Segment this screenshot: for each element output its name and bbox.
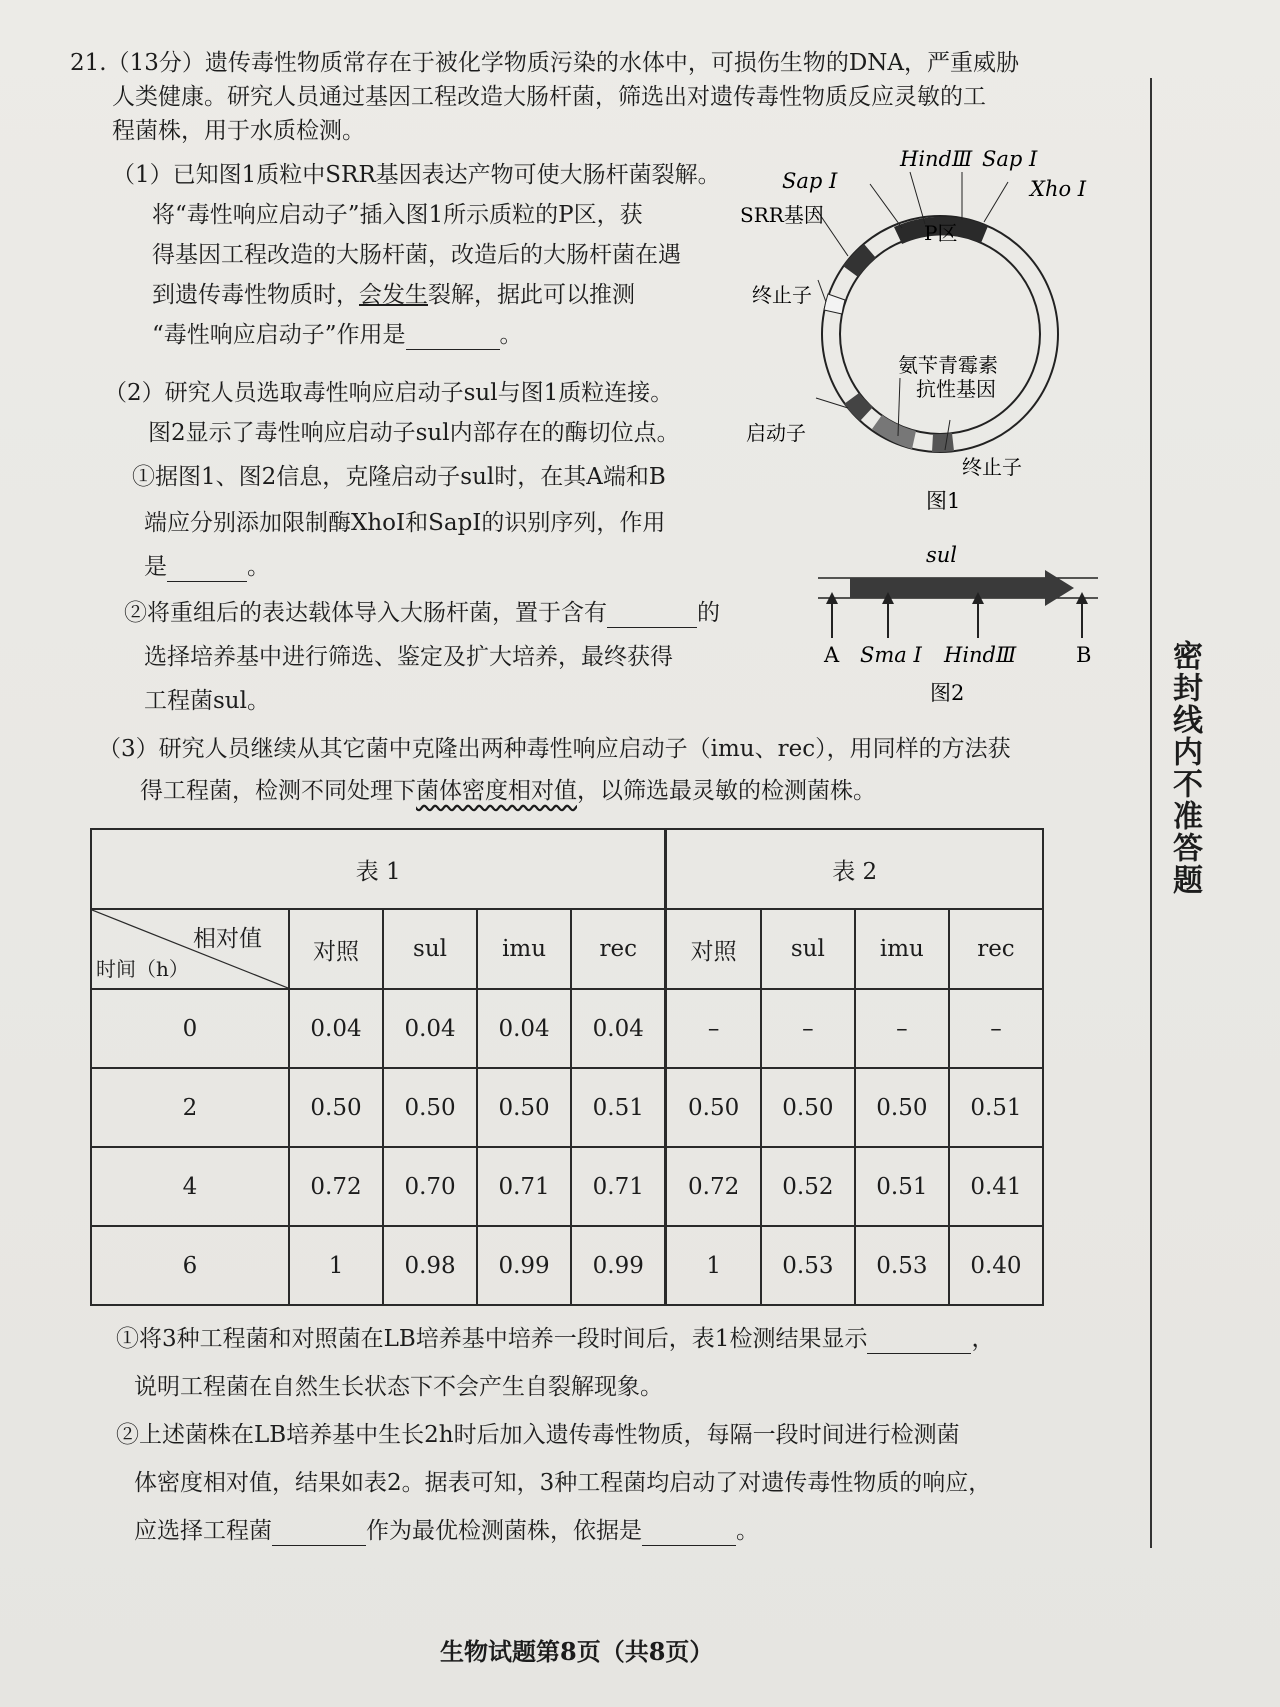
after-q2-line-2: 体密度相对值，结果如表2。据表可知，3种工程菌均启动了对遗传毒性物质的响应，: [134, 1470, 992, 1496]
seal-line: [1150, 78, 1152, 1548]
terminator-left-leader: [818, 280, 826, 302]
after-q2-line-3: [134, 1516, 759, 1546]
table-cell: 0.50: [383, 1068, 477, 1147]
part2-q1-answer-blank[interactable]: [167, 555, 247, 582]
part2-line-4: 端应分别添加限制酶XhoⅠ和SapⅠ的识别序列，作用: [144, 510, 666, 536]
figure-2-caption: 图2: [930, 681, 965, 705]
part3-highlighted-phrase: 菌体密度相对值: [416, 778, 577, 804]
table-cell: 0.04: [571, 989, 666, 1068]
corner-label-value: 相对值: [193, 926, 262, 952]
figure-1-caption: 图1: [926, 489, 961, 510]
terminator-bottom-segment: [932, 433, 954, 452]
table-cell: 1: [289, 1226, 383, 1305]
sul-arrow: [850, 570, 1074, 606]
table-cell: 0.50: [855, 1068, 949, 1147]
label-terminator-bottom: 终止子: [962, 455, 1022, 479]
table-corner-cell: [91, 909, 289, 989]
after-q2-text-c: 。: [736, 1518, 759, 1544]
table-cell: 0.50: [477, 1068, 571, 1147]
promoter-segment: [844, 393, 873, 421]
part3-line-2a: 得工程菌，检测不同处理下: [140, 778, 416, 804]
table-cell: 0.41: [949, 1147, 1043, 1226]
table-row: [91, 989, 1043, 1068]
after-q2-text-a: 应选择工程菌: [134, 1518, 272, 1544]
after-q1-answer-blank[interactable]: [867, 1327, 971, 1354]
table-title-row: [91, 829, 1043, 909]
table-cell: 0.50: [761, 1068, 855, 1147]
srr-gene-segment: [843, 244, 876, 277]
part1-line-2: 将“毒性响应启动子”插入图1所示质粒的P区，获: [152, 202, 643, 228]
table-header-row: [91, 909, 1043, 989]
label-sap-right: Sap Ⅰ: [982, 150, 1038, 171]
part2-line-6a: ②将重组后的表达载体导入大肠杆菌，置于含有: [124, 600, 607, 626]
question-line-1: 21.（13分）遗传毒性物质常存在于被化学物质污染的水体中，可损伤生物的DNA，严重威胁: [70, 50, 1020, 76]
after-q2-text-b: 作为最优检测菌株，依据是: [366, 1518, 642, 1544]
label-sma: Sma Ⅰ: [860, 643, 922, 667]
label-fig2-hind: HindⅢ: [944, 643, 1017, 667]
table-row: [91, 1226, 1043, 1305]
table-cell: 0.51: [571, 1068, 666, 1147]
table-cell: 0.04: [289, 989, 383, 1068]
part2-line-7: 选择培养基中进行筛选、鉴定及扩大培养，最终获得: [144, 644, 673, 670]
part2-line-5b: 。: [247, 554, 270, 580]
label-sul: sul: [926, 543, 958, 567]
t2-header-imu: imu: [855, 909, 949, 989]
part2-line-3: ①据图1、图2信息，克隆启动子sul时，在其A端和B: [132, 464, 666, 490]
table-cell: 0.72: [289, 1147, 383, 1226]
table-cell: 0.51: [949, 1068, 1043, 1147]
table-1-title: 表 1: [91, 829, 666, 909]
t1-header-control: 对照: [289, 909, 383, 989]
part1-line-4a: 到遗传毒性物质时，: [152, 282, 359, 308]
after-q2-reason-blank[interactable]: [642, 1519, 736, 1546]
t2-header-sul: sul: [761, 909, 855, 989]
table-cell: 0.50: [289, 1068, 383, 1147]
table-cell: –: [949, 989, 1043, 1068]
after-q1-comma: ，: [971, 1326, 995, 1352]
table-cell: –: [855, 989, 949, 1068]
after-q2-line-1: ②上述菌株在LB培养基中生长2h时后加入遗传毒性物质，每隔一段时间进行检测菌: [116, 1422, 960, 1448]
terminator-left-segment: [824, 294, 845, 314]
table-cell: 0.99: [477, 1226, 571, 1305]
label-a: A: [824, 643, 840, 667]
part2-line-6: [124, 598, 720, 628]
part2-line-8: 工程菌sul。: [144, 688, 270, 714]
label-srr-gene: SRR基因: [740, 203, 824, 227]
part2-line-1: （2）研究人员选取毒性响应启动子sul与图1质粒连接。: [104, 380, 674, 406]
t2-header-rec: rec: [949, 909, 1043, 989]
table-row: [91, 1147, 1043, 1226]
table-cell: 0.70: [383, 1147, 477, 1226]
table-cell: 0.50: [666, 1068, 761, 1147]
part3-line-2c: ，以筛选最灵敏的检测菌株。: [577, 778, 876, 804]
after-q2-strain-blank[interactable]: [272, 1519, 366, 1546]
label-amp-line-1: 氨苄青霉素: [898, 353, 998, 377]
table-cell: 0.72: [666, 1147, 761, 1226]
table-cell: 0.52: [761, 1147, 855, 1226]
time-cell: 2: [91, 1068, 289, 1147]
figure-1-plasmid: [740, 150, 1120, 510]
part2-line-5a: 是: [144, 554, 167, 580]
after-q1-text: ①将3种工程菌和对照菌在LB培养基中培养一段时间后，表1检测结果显示: [116, 1326, 868, 1352]
after-q1-line-2: 说明工程菌在自然生长状态下不会产生自裂解现象。: [134, 1374, 663, 1400]
table-cell: 0.53: [761, 1226, 855, 1305]
t2-header-control: 对照: [666, 909, 761, 989]
table-cell: 0.98: [383, 1226, 477, 1305]
table-2-title: 表 2: [666, 829, 1043, 909]
seal-notice: 密封线内不准答题: [1167, 640, 1202, 896]
t1-header-sul: sul: [383, 909, 477, 989]
table-cell: 0.53: [855, 1226, 949, 1305]
label-xho: Xho Ⅰ: [1030, 177, 1087, 201]
xho-leader: [984, 182, 1008, 222]
table-cell: 0.51: [855, 1147, 949, 1226]
part2-line-2: 图2显示了毒性响应启动子sul内部存在的酶切位点。: [148, 420, 680, 446]
part1-underlined-phrase: 会发生: [359, 282, 428, 308]
part1-line-4c: 裂解，据此可以推测: [428, 282, 635, 308]
label-sap-left: Sap Ⅰ: [782, 169, 838, 193]
part3-line-1: （3）研究人员继续从其它菌中克隆出两种毒性响应启动子（imu、rec），用同样的方法获: [98, 736, 1011, 762]
part1-line-5: [152, 320, 523, 350]
label-promoter: 启动子: [746, 421, 806, 445]
part1-line-4: [152, 280, 635, 310]
t1-header-rec: rec: [571, 909, 666, 989]
table-cell: 0.04: [477, 989, 571, 1068]
data-table: [90, 828, 1044, 1306]
part1-answer-blank[interactable]: [406, 323, 500, 350]
t1-header-imu: imu: [477, 909, 571, 989]
time-cell: 4: [91, 1147, 289, 1226]
plasmid-inner-ring: [840, 234, 1040, 434]
table-cell: 1: [666, 1226, 761, 1305]
table-cell: –: [666, 989, 761, 1068]
table-cell: 0.04: [383, 989, 477, 1068]
table-row: [91, 1068, 1043, 1147]
figure-2-sul-promoter: [810, 540, 1110, 710]
table-cell: 0.40: [949, 1226, 1043, 1305]
part2-line-6b: 的: [697, 600, 720, 626]
part2-line-5: [144, 552, 270, 582]
sap-left-leader: [870, 184, 902, 228]
question-line-2: 人类健康。研究人员通过基因工程改造大肠杆菌，筛选出对遗传毒性物质反应灵敏的工: [112, 84, 986, 110]
question-line-3: 程菌株，用于水质检测。: [112, 118, 365, 144]
ampicillin-resistance-gene-segment: [872, 415, 916, 449]
part2-q2-answer-blank[interactable]: [607, 601, 697, 628]
table-cell: –: [761, 989, 855, 1068]
label-hind: HindⅢ: [900, 150, 973, 171]
part1-line-5a: “毒性响应启动子”作用是: [152, 322, 406, 348]
after-q1-line-1: [116, 1324, 994, 1354]
label-p-region: P区: [924, 221, 958, 245]
page-footer: 生物试题第8页（共8页）: [440, 1637, 714, 1666]
part1-line-3: 得基因工程改造的大肠杆菌，改造后的大肠杆菌在遇: [152, 242, 681, 268]
time-cell: 0: [91, 989, 289, 1068]
part1-line-1: （1）已知图1质粒中SRR基因表达产物可使大肠杆菌裂解。: [112, 162, 721, 188]
corner-label-time: 时间（h）: [96, 957, 189, 981]
label-terminator-left: 终止子: [752, 283, 812, 307]
table-cell: 0.71: [571, 1147, 666, 1226]
part3-line-2: [140, 776, 876, 806]
table-cell: 0.71: [477, 1147, 571, 1226]
hind-leader: [910, 172, 925, 224]
label-amp-line-2: 抗性基因: [916, 377, 996, 401]
label-b: B: [1076, 643, 1092, 667]
part1-line-5b: 。: [499, 322, 523, 348]
table-cell: 0.99: [571, 1226, 666, 1305]
time-cell: 6: [91, 1226, 289, 1305]
